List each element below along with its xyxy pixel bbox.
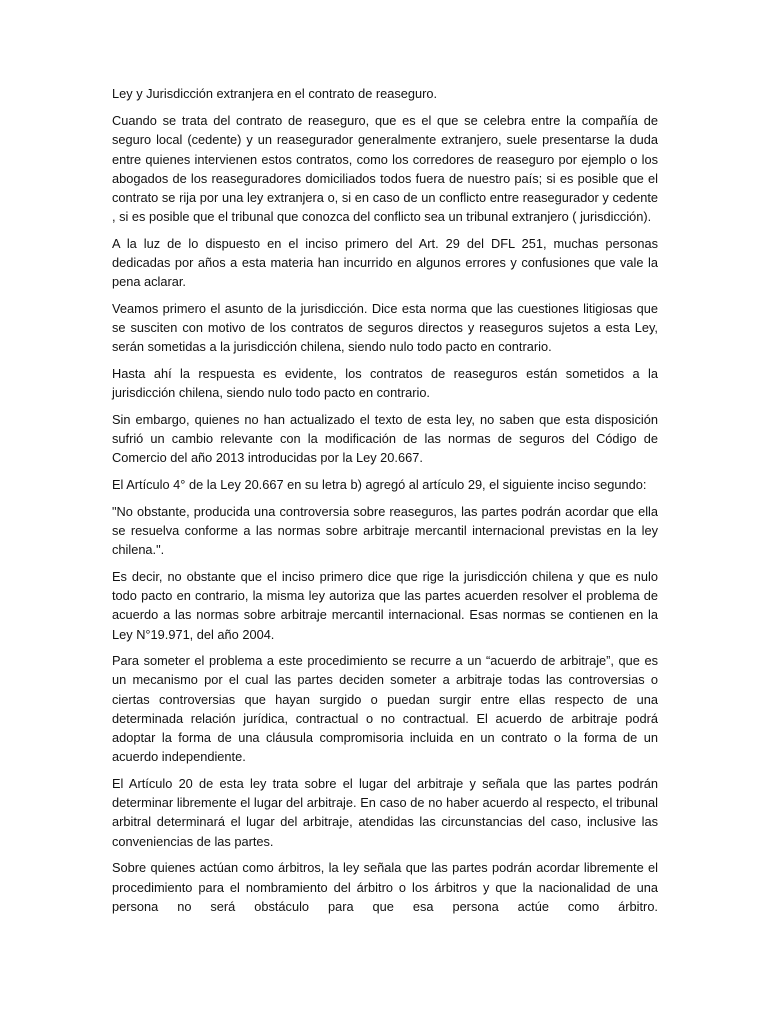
paragraph-10: El Artículo 20 de esta ley trata sobre el lugar del arbitraje y señala que las partes podrán determinar libremente el lugar del arbitraje. En caso de no haber acuerdo al respecto, el tribunal arbitral determinará el lugar del arbitraje, atendidas las circunstancias del caso, inclusive las conveniencias de las partes. [112, 776, 658, 849]
paragraph-8: Es decir, no obstante que el inciso primero dice que rige la jurisdicción chilena y que es nulo todo pacto en contrario, la misma ley autoriza que las partes acuerden resolver el problema de acuerdo a las normas sobre arbitraje mercantil internacional. Esas normas se contienen en la Ley N°19.971, del año 2004. [112, 568, 658, 642]
paragraph-6: El Artículo 4° de la Ley 20.667 en su letra b) agregó al artículo 29, el siguiente inciso segundo: [112, 477, 647, 493]
document-title: Ley y Jurisdicción extranjera en el contrato de reaseguro. [112, 86, 438, 101]
paragraph-2: A la luz de lo dispuesto en el inciso primero del Art. 29 del DFL 251, muchas personas dedicadas por años a esta materia han incurrido en algunos errores y confusiones que vale la pena aclarar. [112, 235, 658, 290]
paragraph-5: Sin embargo, quienes no han actualizado el texto de esta ley, no saben que esta disposición sufrió un cambio relevante con la modificación de las normas de seguros del Código de Comercio del año 2013 introducidas por la Ley 20.667. [112, 412, 658, 466]
paragraph-7-quote: "No obstante, producida una controversia sobre reaseguros, las partes podrán acordar que ella se resuelva conforme a las normas sobre arbitraje mercantil internacional previstas en la ley chilena.". [112, 503, 658, 558]
paragraph-11: Sobre quienes actúan como árbitros, la ley señala que las partes podrán acordar libremente el procedimiento para el nombramiento del árbitro o los árbitros y que la nacionalidad de una persona no será obstáculo para que esa persona actúe como árbitro. [112, 860, 658, 914]
paragraph-3: Veamos primero el asunto de la jurisdicción. Dice esta norma que las cuestiones litigiosas que se susciten con motivo de los contratos de seguros directos y reaseguros sujetos a esta Ley, serán sometidas a la jurisdicción chilena, siendo nulo todo pacto en contrario. [112, 301, 658, 355]
paragraph-9: Para someter el problema a este procedimiento se recurre a un “acuerdo de arbitraje”, que es un mecanismo por el cual las partes deciden someter a arbitraje todas las controversias o ciertas controversias que hayan surgido o puedan surgir entre ellas respecto de una determinada relación jurídica, contractual o no contractual. El acuerdo de arbitraje podrá adoptar la forma de una cláusula compromisoria incluida en un contrato o la forma de un acuerdo independiente. [112, 653, 658, 765]
paragraph-4: Hasta ahí la respuesta es evidente, los contratos de reaseguros están sometidos a la jurisdicción chilena, siendo nulo todo pacto en contrario. [112, 366, 658, 401]
paragraph-1: Cuando se trata del contrato de reaseguro, que es el que se celebra entre la compañía de seguro local (cedente) y un reasegurador generalmente extranjero, suele presentarse la duda entre quienes intervienen estos contratos, como los corredores de reaseguro por ejemplo o los abogados de los reaseguradores domiciliados todos fuera de nuestro país; si es posible que el contrato se rija por una ley extranjera o, si en caso de un conflicto entre reasegurador y cedente , si es posible que el tribunal que conozca del conflicto sea un tribunal extranjero ( jurisdicción). [112, 113, 658, 225]
